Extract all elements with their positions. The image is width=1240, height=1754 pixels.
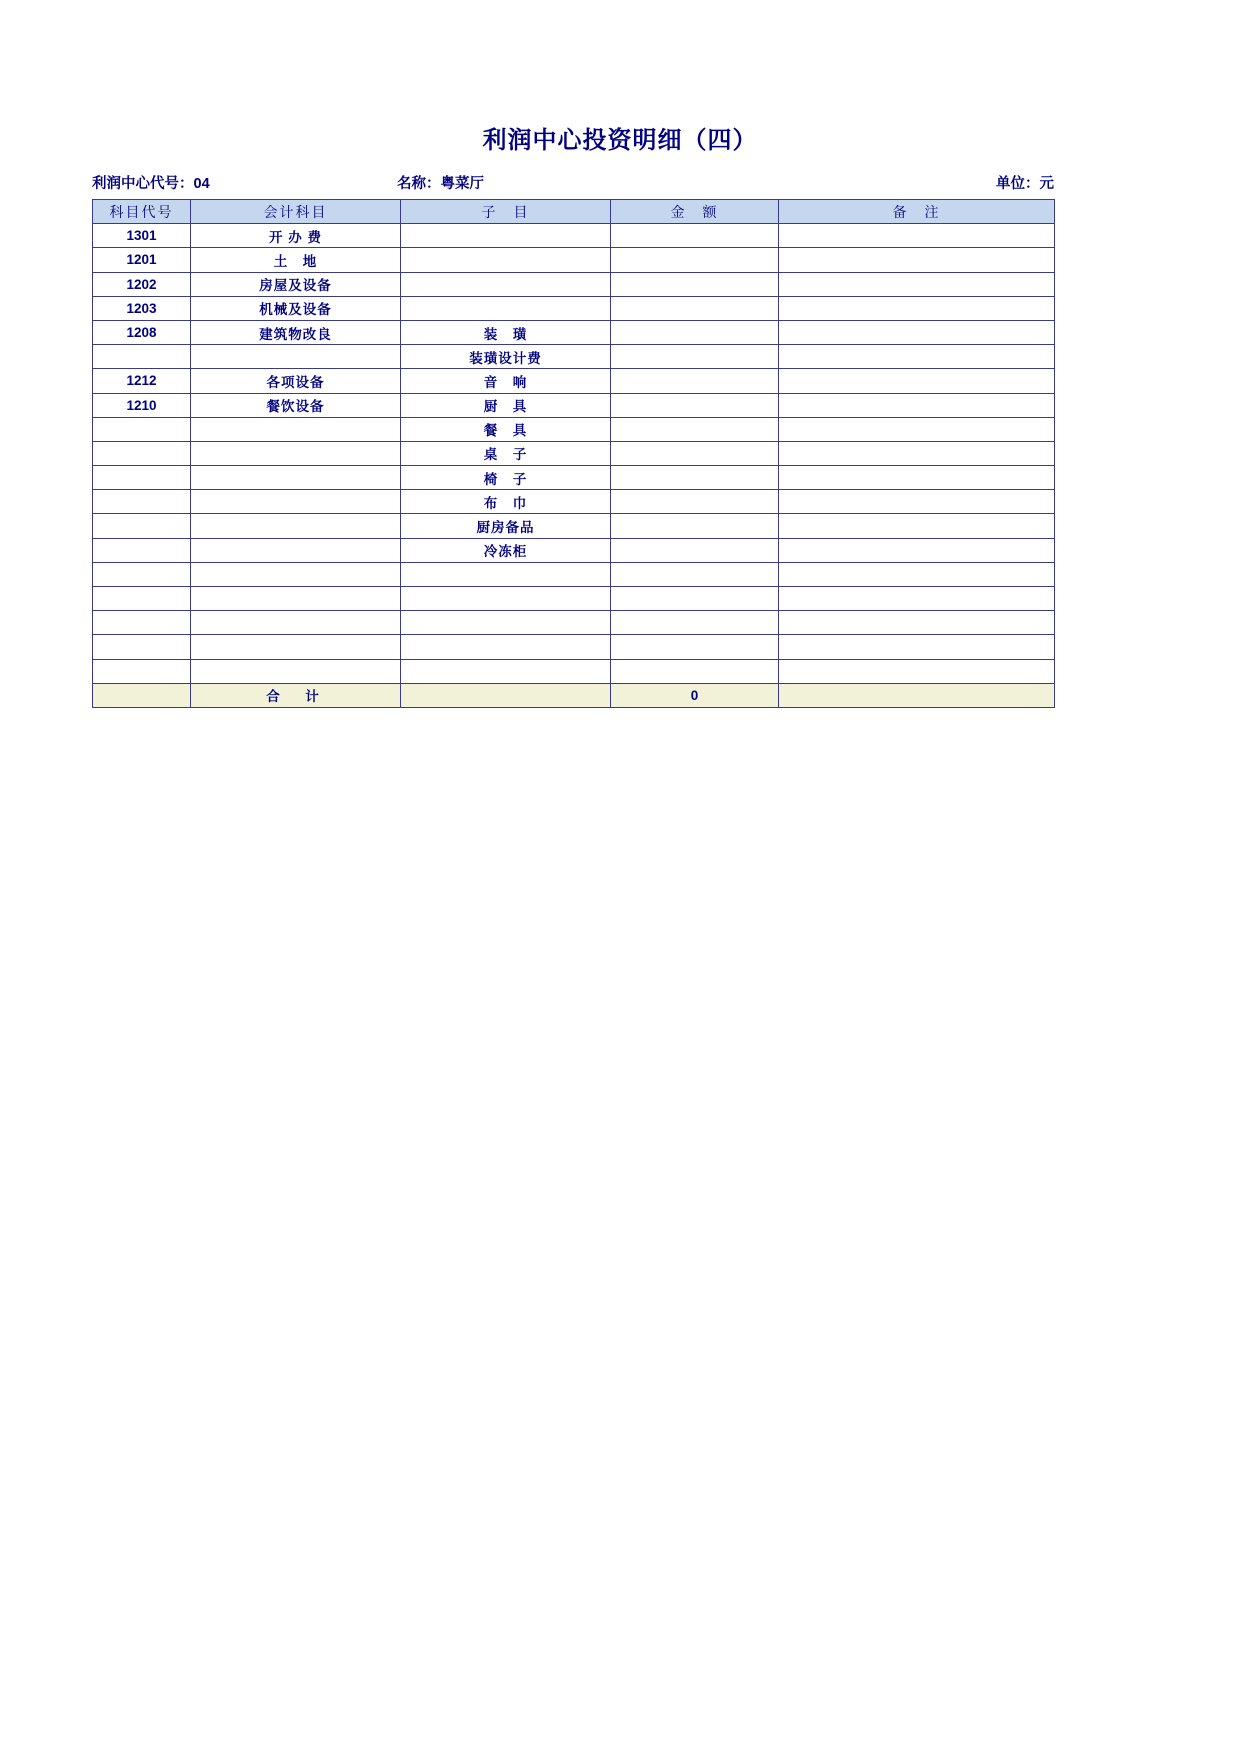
cell-remark[interactable] xyxy=(779,272,1055,296)
column-header-account: 会计科目 xyxy=(191,200,401,224)
cell-code[interactable]: 1203 xyxy=(93,296,191,320)
cell-remark[interactable] xyxy=(779,345,1055,369)
cell-sub[interactable] xyxy=(401,224,611,248)
cell-account[interactable]: 土 地 xyxy=(191,248,401,272)
table-row xyxy=(93,441,1055,465)
cell-code[interactable]: 1201 xyxy=(93,248,191,272)
cell-account[interactable]: 房屋及设备 xyxy=(191,272,401,296)
cell-code[interactable] xyxy=(93,417,191,441)
cell-sub[interactable] xyxy=(401,562,611,586)
cell-sub[interactable] xyxy=(401,659,611,683)
cell-account[interactable]: 开 办 费 xyxy=(191,224,401,248)
cell-account[interactable] xyxy=(191,345,401,369)
investment-detail-table xyxy=(92,199,1055,708)
total-cell-sub[interactable] xyxy=(401,683,611,707)
cell-remark[interactable] xyxy=(779,490,1055,514)
cell-amount[interactable] xyxy=(611,659,779,683)
table-row xyxy=(93,466,1055,490)
cell-remark[interactable] xyxy=(779,562,1055,586)
cell-amount[interactable] xyxy=(611,635,779,659)
cell-amount[interactable] xyxy=(611,562,779,586)
cell-sub[interactable] xyxy=(401,611,611,635)
cell-remark[interactable] xyxy=(779,466,1055,490)
cell-code[interactable] xyxy=(93,538,191,562)
page-title: 利润中心投资明细（四） xyxy=(482,127,758,154)
cell-sub[interactable] xyxy=(401,587,611,611)
cell-code[interactable] xyxy=(93,466,191,490)
total-cell-code[interactable] xyxy=(93,683,191,707)
cell-code[interactable] xyxy=(93,345,191,369)
cell-sub[interactable]: 厨 具 xyxy=(401,393,611,417)
cell-sub[interactable] xyxy=(401,296,611,320)
cell-account[interactable]: 建筑物改良 xyxy=(191,320,401,344)
cell-sub[interactable]: 餐 具 xyxy=(401,417,611,441)
cell-remark[interactable] xyxy=(779,538,1055,562)
cell-amount[interactable] xyxy=(611,369,779,393)
cell-amount[interactable] xyxy=(611,248,779,272)
cell-amount[interactable] xyxy=(611,296,779,320)
table-row xyxy=(93,490,1055,514)
table-row xyxy=(93,611,1055,635)
table-row xyxy=(93,635,1055,659)
table-row xyxy=(93,272,1055,296)
total-label[interactable]: 合 计 xyxy=(191,683,401,707)
table-row xyxy=(93,320,1055,344)
cell-sub[interactable]: 装 璜 xyxy=(401,320,611,344)
cell-sub[interactable]: 厨房备品 xyxy=(401,514,611,538)
cell-amount[interactable] xyxy=(611,345,779,369)
cell-code[interactable] xyxy=(93,490,191,514)
cell-account[interactable] xyxy=(191,514,401,538)
cell-amount[interactable] xyxy=(611,441,779,465)
cell-remark[interactable] xyxy=(779,635,1055,659)
column-header-remark: 备 注 xyxy=(779,200,1055,224)
cell-sub[interactable] xyxy=(401,248,611,272)
cell-amount[interactable] xyxy=(611,417,779,441)
cell-code[interactable] xyxy=(93,635,191,659)
cell-amount[interactable] xyxy=(611,393,779,417)
cell-account[interactable]: 各项设备 xyxy=(191,369,401,393)
cell-sub[interactable]: 桌 子 xyxy=(401,441,611,465)
cell-remark[interactable] xyxy=(779,441,1055,465)
cell-remark[interactable] xyxy=(779,224,1055,248)
table-row xyxy=(93,659,1055,683)
cell-amount[interactable] xyxy=(611,272,779,296)
cell-code[interactable] xyxy=(93,587,191,611)
cell-remark[interactable] xyxy=(779,514,1055,538)
cell-account[interactable]: 机械及设备 xyxy=(191,296,401,320)
cell-remark[interactable] xyxy=(779,296,1055,320)
table-row xyxy=(93,538,1055,562)
cell-code[interactable]: 1301 xyxy=(93,224,191,248)
table-row xyxy=(93,224,1055,248)
cell-account[interactable] xyxy=(191,562,401,586)
cell-sub[interactable]: 装璜设计费 xyxy=(401,345,611,369)
profit-center-name: 名称：粤菜厅 xyxy=(397,176,484,192)
cell-remark[interactable] xyxy=(779,611,1055,635)
cell-code[interactable]: 1202 xyxy=(93,272,191,296)
cell-account[interactable] xyxy=(191,635,401,659)
table-row xyxy=(93,514,1055,538)
total-amount[interactable]: 0 xyxy=(611,683,779,707)
table-row xyxy=(93,296,1055,320)
cell-code[interactable] xyxy=(93,441,191,465)
cell-remark[interactable] xyxy=(779,393,1055,417)
cell-account[interactable] xyxy=(191,611,401,635)
cell-code[interactable] xyxy=(93,514,191,538)
cell-remark[interactable] xyxy=(779,320,1055,344)
cell-account[interactable] xyxy=(191,417,401,441)
cell-sub[interactable] xyxy=(401,635,611,659)
cell-amount[interactable] xyxy=(611,466,779,490)
cell-amount[interactable] xyxy=(611,490,779,514)
cell-code[interactable]: 1208 xyxy=(93,320,191,344)
cell-sub[interactable]: 布 巾 xyxy=(401,490,611,514)
cell-amount[interactable] xyxy=(611,320,779,344)
cell-sub[interactable]: 椅 子 xyxy=(401,466,611,490)
cell-sub[interactable]: 音 响 xyxy=(401,369,611,393)
cell-code[interactable] xyxy=(93,562,191,586)
currency-unit: 单位：元 xyxy=(996,176,1054,192)
cell-account[interactable] xyxy=(191,466,401,490)
cell-code[interactable]: 1210 xyxy=(93,393,191,417)
cell-amount[interactable] xyxy=(611,587,779,611)
table-total-row xyxy=(93,683,1055,707)
profit-center-code: 利润中心代号：04 xyxy=(92,176,210,192)
table-row xyxy=(93,248,1055,272)
cell-account[interactable] xyxy=(191,538,401,562)
table-row xyxy=(93,393,1055,417)
table-header-row xyxy=(93,200,1055,224)
cell-amount[interactable] xyxy=(611,611,779,635)
cell-remark[interactable] xyxy=(779,248,1055,272)
cell-code[interactable]: 1212 xyxy=(93,369,191,393)
column-header-sub: 子 目 xyxy=(401,200,611,224)
table-row xyxy=(93,417,1055,441)
cell-remark[interactable] xyxy=(779,369,1055,393)
cell-account[interactable]: 餐饮设备 xyxy=(191,393,401,417)
column-header-code: 科目代号 xyxy=(93,200,191,224)
cell-sub[interactable] xyxy=(401,272,611,296)
cell-amount[interactable] xyxy=(611,538,779,562)
cell-code[interactable] xyxy=(93,611,191,635)
cell-remark[interactable] xyxy=(779,587,1055,611)
cell-remark[interactable] xyxy=(779,417,1055,441)
cell-account[interactable] xyxy=(191,587,401,611)
cell-code[interactable] xyxy=(93,659,191,683)
cell-account[interactable] xyxy=(191,659,401,683)
table-row xyxy=(93,562,1055,586)
document-meta xyxy=(92,172,1054,194)
table-row xyxy=(93,587,1055,611)
table-row xyxy=(93,369,1055,393)
total-cell-remark[interactable] xyxy=(779,683,1055,707)
column-header-amount: 金 额 xyxy=(611,200,779,224)
cell-amount[interactable] xyxy=(611,224,779,248)
cell-amount[interactable] xyxy=(611,514,779,538)
cell-remark[interactable] xyxy=(779,659,1055,683)
cell-account[interactable] xyxy=(191,441,401,465)
cell-account[interactable] xyxy=(191,490,401,514)
table-row xyxy=(93,345,1055,369)
cell-sub[interactable]: 冷冻柜 xyxy=(401,538,611,562)
